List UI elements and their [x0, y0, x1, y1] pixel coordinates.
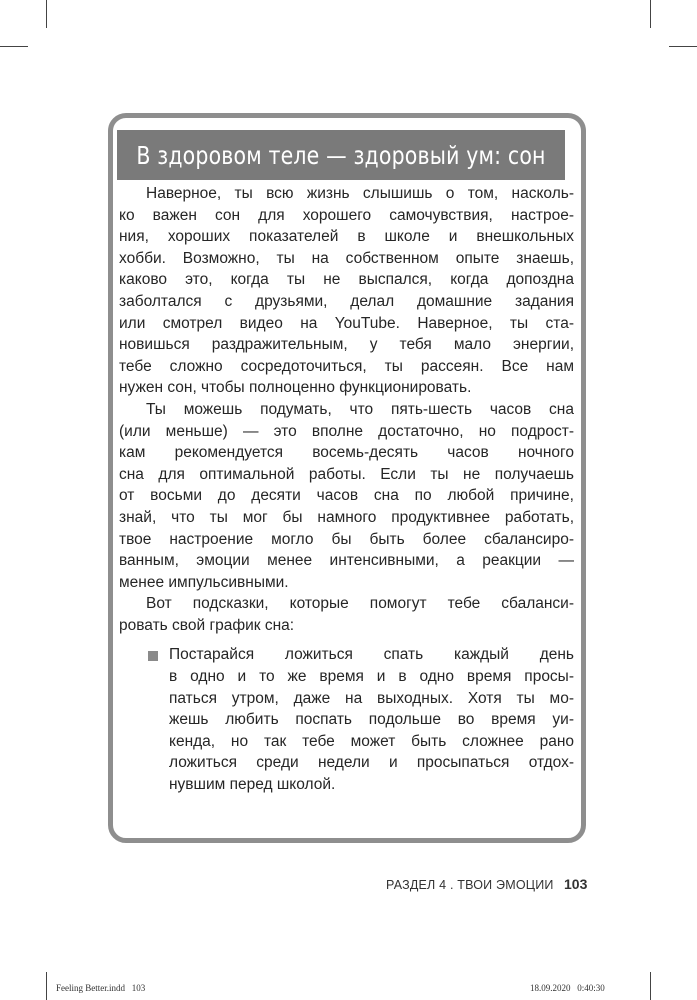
crop-mark-top-left-h — [0, 46, 28, 47]
paragraph-1 — [119, 183, 574, 399]
sidebar-body — [119, 183, 574, 796]
text-line: каково это, когда ты не выспался, когда допоздна — [119, 271, 574, 289]
sidebar-title: В здоровом теле — здоровый ум: сон — [136, 140, 546, 170]
bullet-item — [119, 644, 574, 795]
sidebar-title-band — [117, 130, 565, 180]
text-line: заболтался с друзьями, делал домашние задания — [119, 292, 574, 310]
bullet-text — [119, 644, 574, 795]
text-line: Ты можешь подумать, что пять-шесть часов сна — [146, 400, 574, 418]
slug-file: Feeling Better.indd 103 — [56, 983, 146, 993]
text-line: хобби. Возможно, ты на собственном опыте знаешь, — [119, 249, 574, 267]
text-line: от восьми до десяти часов сна по любой причине, — [119, 487, 574, 505]
text-line: тебе сложно сосредоточиться, ты рассеян. Все нам — [119, 357, 574, 375]
text-line: ния, хороших показателей в школе и внешкольных — [119, 228, 574, 246]
text-line: кам рекомендуется восемь-десять часов ночного — [119, 444, 574, 462]
text-line: ко важен сон для хорошего самочувствия, настрое- — [119, 206, 574, 224]
text-line: в одно и то же время и в одно время просы- — [169, 668, 574, 686]
text-line: Вот подсказки, которые помогут тебе сбаланси- — [146, 595, 574, 613]
text-line: или смотрел видео на YouTube. Наверное, ты ста- — [119, 314, 574, 332]
crop-mark-top-right — [650, 0, 651, 28]
text-line: жешь любить поспать подольше во время уи- — [169, 711, 574, 729]
text-line: Постарайся ложиться спать каждый день — [169, 646, 574, 664]
text-line: кенда, но так тебе может быть сложнее рано — [169, 732, 574, 750]
crop-mark-top-right-h — [669, 46, 697, 47]
text-line: ровать свой график сна: — [119, 616, 295, 634]
text-line: Наверное, ты всю жизнь слышишь о том, насколь- — [146, 185, 574, 202]
text-line: ванным, эмоции менее интенсивными, а реакции — — [119, 552, 574, 570]
text-line: твое настроение могло бы быть более сбалансиро- — [119, 530, 574, 548]
text-line: сна для оптимальной работы. Если ты не получаешь — [119, 465, 574, 483]
text-line: ложиться среди недели и просыпаться отдох- — [169, 754, 574, 772]
text-line: нужен сон, чтобы полноценно функционировать. — [119, 379, 472, 397]
running-footer-section: РАЗДЕЛ 4 . ТВОИ ЭМОЦИИ — [386, 878, 554, 892]
page-number: 103 — [564, 876, 588, 892]
text-line: менее импульсивными. — [119, 573, 289, 591]
crop-mark-bottom-right — [650, 972, 651, 1000]
crop-mark-top-left — [46, 0, 47, 28]
text-line: (или меньше) — это вполне достаточно, но подрост- — [119, 422, 574, 440]
paragraph-3 — [119, 593, 574, 636]
text-line: паться утром, даже на выходных. Хотя ты мо- — [169, 689, 574, 707]
text-line: нувшим перед школой. — [169, 776, 336, 794]
text-line: знай, что ты мог бы намного продуктивнее работать, — [119, 508, 574, 526]
paragraph-2 — [119, 399, 574, 593]
square-bullet-icon — [148, 651, 158, 661]
text-line: новишься раздражительным, у тебя мало энергии, — [119, 336, 574, 354]
crop-mark-bottom-left — [46, 972, 47, 1000]
slug-timestamp: 18.09.2020 0:40:30 — [530, 983, 605, 993]
